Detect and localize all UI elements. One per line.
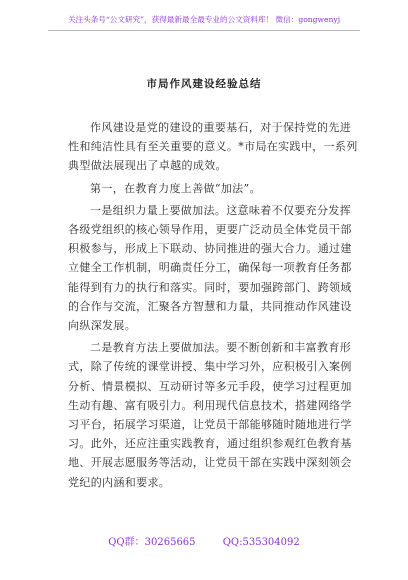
document-title: 市局作风建设经验总结 — [146, 78, 262, 90]
text-line: 一是组织力量上要做加法。这意味着不仅要充分发挥 — [90, 203, 352, 217]
text-line: 习。此外，还应注重实践教育，通过组织参观红色教育基 — [68, 437, 352, 451]
text-line: 积极参与，形成上下联动、协同推进的强大合力。通过建 — [68, 242, 352, 256]
paragraph-section-heading — [68, 179, 342, 198]
qq-text: QQ:535304092 — [222, 537, 300, 548]
header-divider — [48, 30, 360, 31]
text-line: 立健全工作机制，明确责任分工，确保每一项教育任务都 — [68, 261, 352, 275]
text-line: 向纵深发展。 — [68, 319, 137, 333]
text-line: 式，除了传统的课堂讲授、集中学习外，应积极引入案例 — [68, 360, 352, 374]
text-line: 习平台，拓展学习渠道，让党员干部能够随时随地进行学 — [68, 418, 352, 432]
text-line: 能得到有力的执行和落实。同时，要加强跨部门、跨领域 — [68, 280, 352, 294]
paragraph-intro — [68, 118, 358, 176]
text-line: 的合作与交流，汇聚各方智慧和力量，共同推动作风建设 — [68, 299, 352, 313]
text-line: 地、开展志愿服务等活动，让党员干部在实践中深刻领会 — [68, 456, 352, 470]
document-body — [68, 118, 358, 495]
text-line: 性和纯洁性具有至关重要的意义。*市局在实践中，一系列 — [68, 140, 358, 154]
footer-contact — [0, 533, 408, 548]
text-line: 各级党组织的核心领导作用，更要广泛动员全体党员干部 — [68, 223, 352, 237]
text-line: 第一，在教育力度上善做“加法”。 — [90, 181, 261, 195]
top-banner: 关注头条号“公文研究”，获得最新最全最专业的公文资料库！ 微信：gongwenyj — [67, 15, 341, 24]
paragraph-organization — [68, 201, 352, 335]
text-line: 典型做法展现出了卓越的成效。 — [68, 159, 227, 173]
text-line: 党纪的内涵和要求。 — [68, 475, 171, 489]
text-line: 二是教育方法上要做加法。要不断创新和丰富教育形 — [90, 341, 352, 355]
paragraph-methods — [68, 338, 352, 492]
qq-group-text: QQ群：30265665 — [108, 537, 196, 548]
text-line: 作风建设是党的建设的重要基石，对于保持党的先进 — [90, 121, 352, 134]
text-line: 分析、情景模拟、互动研讨等多元手段，使学习过程更加 — [68, 379, 352, 393]
text-line: 生动有趣、富有吸引力。利用现代信息技术，搭建网络学 — [68, 398, 352, 412]
